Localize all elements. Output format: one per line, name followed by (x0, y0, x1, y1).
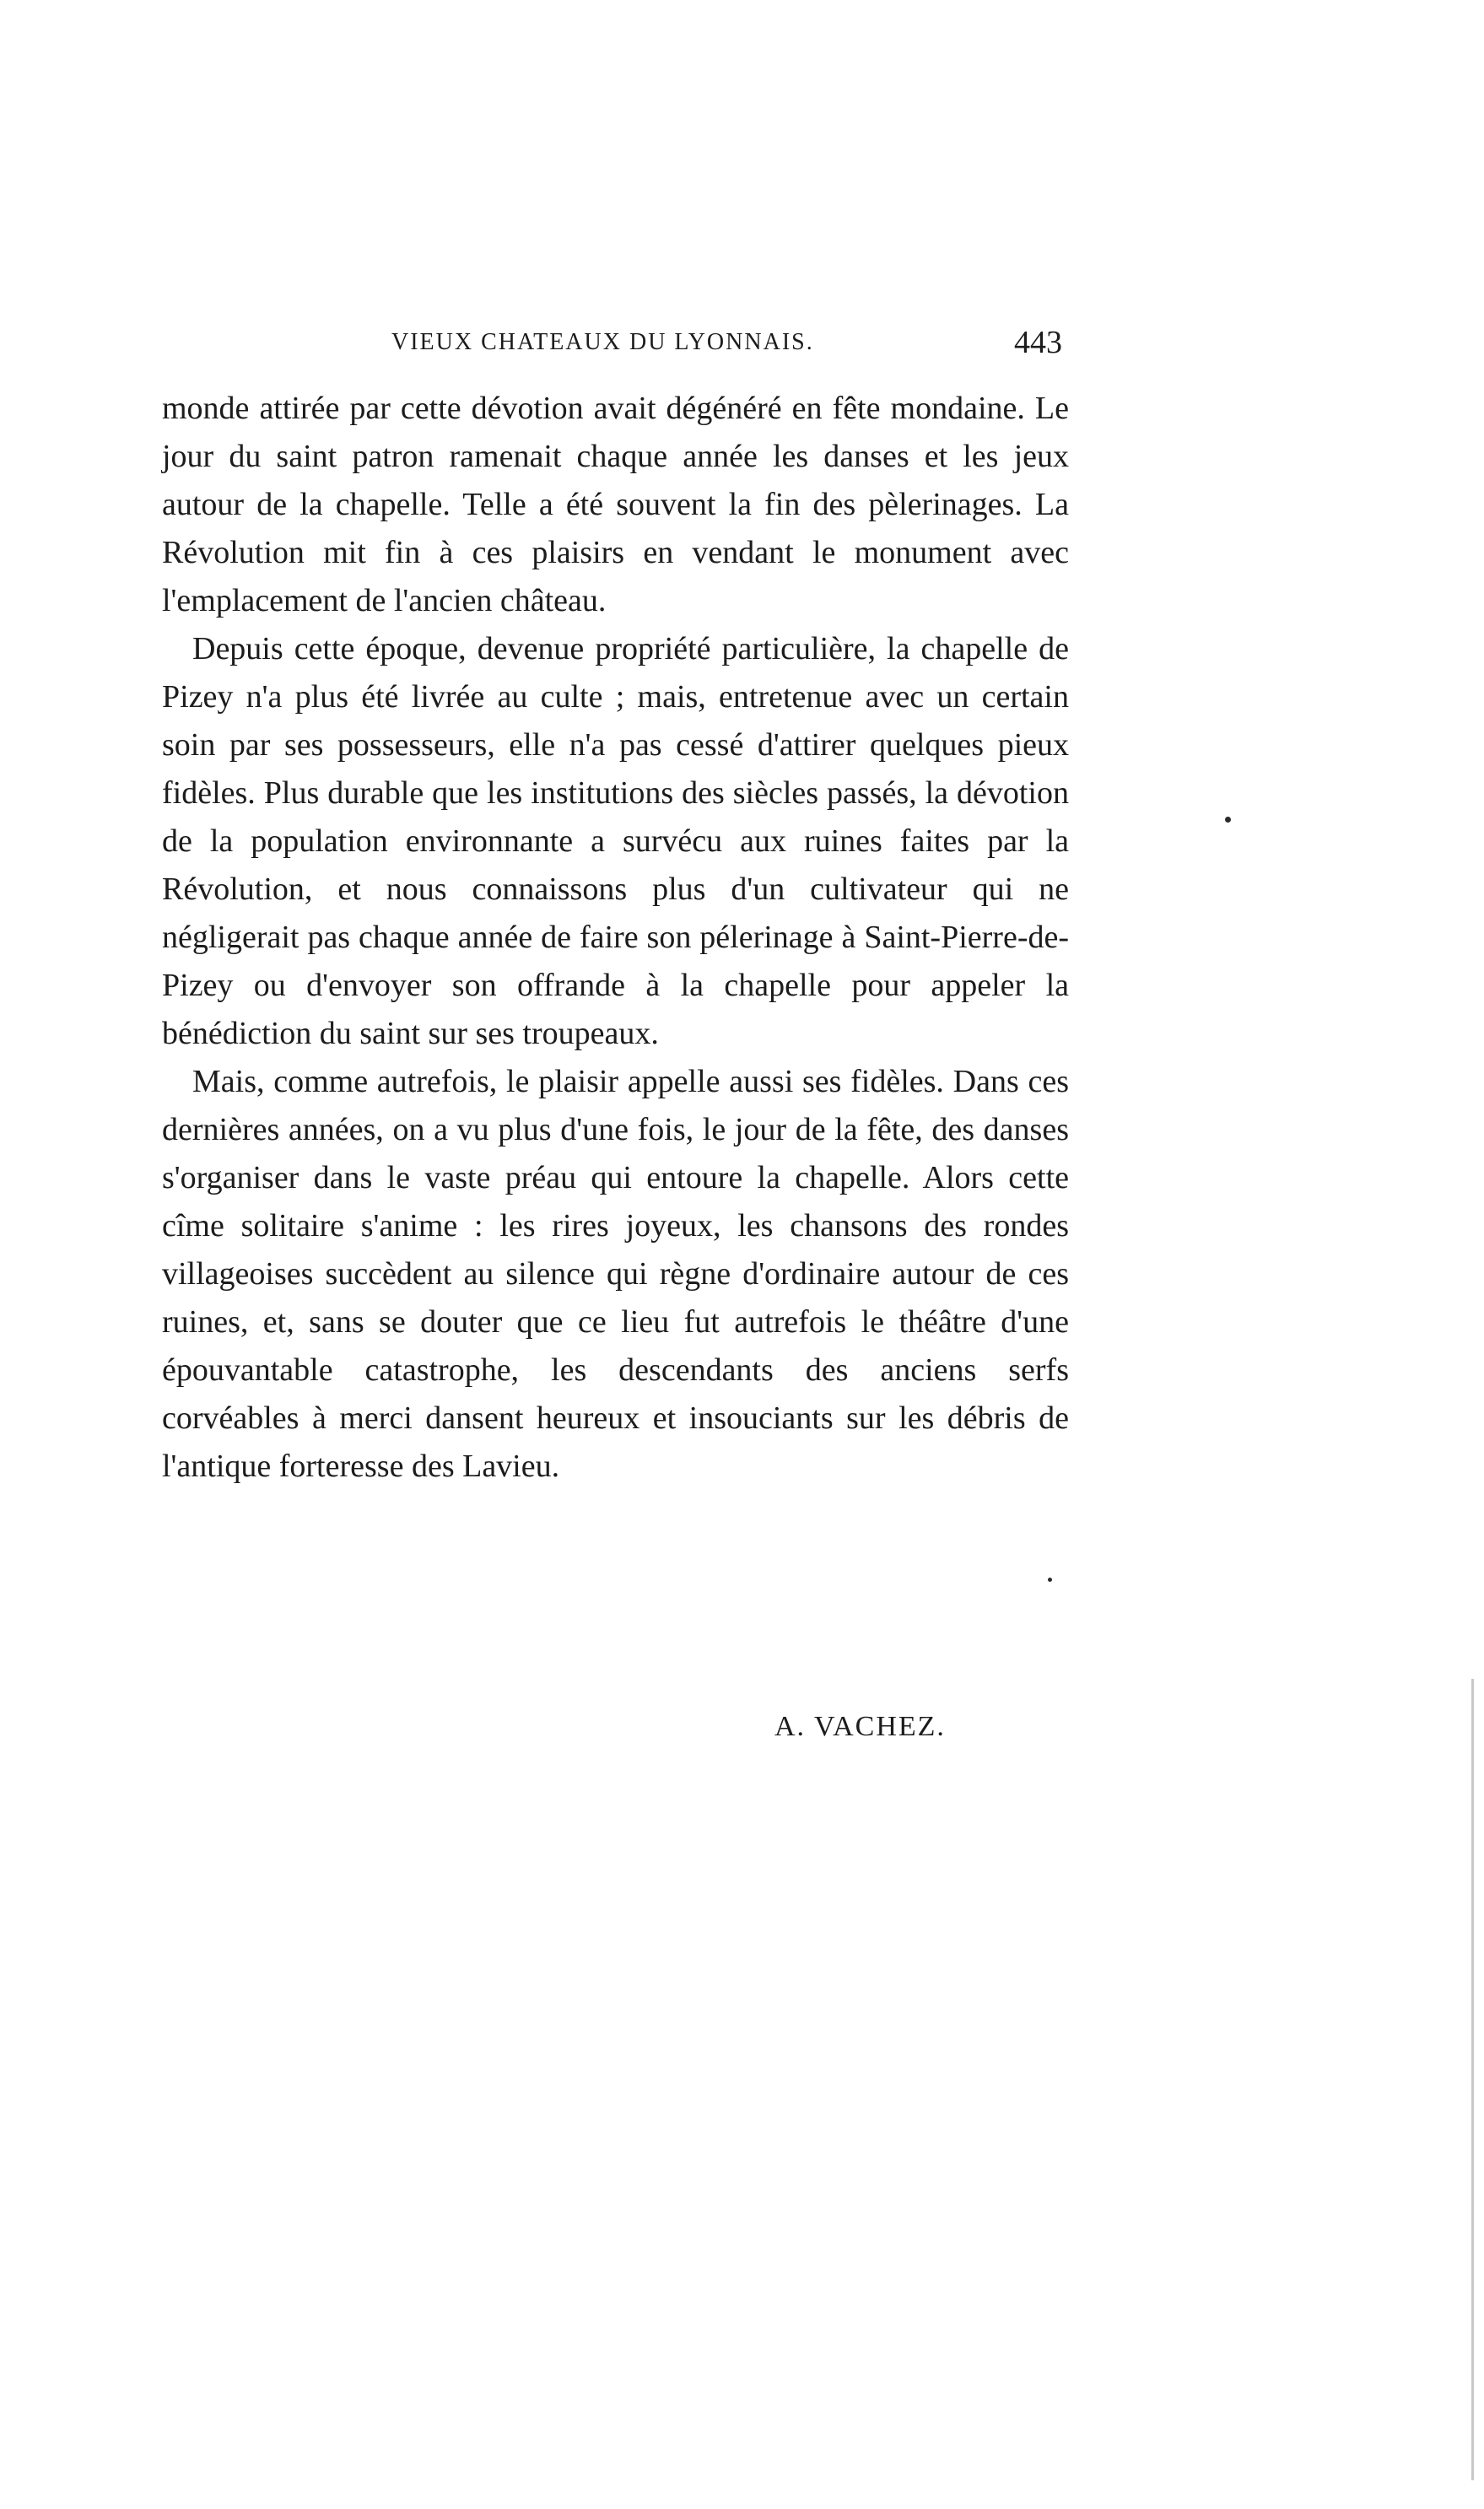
ink-speck (1048, 1578, 1052, 1582)
running-head (162, 324, 1069, 375)
paragraph-continued: monde attirée par cette dévotion avait dégénéré en fête mondaine. Le jour du saint patron ramenait chaque année les danses et les jeux autour de la chapelle. Telle a été souvent la fin des pèlerinages. La Révolution mit fin à ces plaisirs en vendant le monument avec l'emplacement de l'ancien château. (162, 391, 1069, 618)
scan-edge-line (1471, 1679, 1474, 2480)
paragraph-festivities: Mais, comme autrefois, le plaisir appelle aussi ses fidèles. Dans ces dernières années, on a vu plus d'une fois, le jour de la fête, des danses s'organiser dans le vaste préau qui entoure la chapelle. Alors cette cîme solitaire s'anime : les rires joyeux, les chansons des rondes villageoises succèdent au silence qui règne d'ordinaire autour de ces ruines, et, sans se douter que ce lieu fut autrefois le théâtre d'une épouvantable catastrophe, les descendants des anciens serfs corvéables à merci dansent heureux et insouciants sur les débris de l'antique forteresse des Lavieu. (162, 1064, 1069, 1484)
body-text (162, 385, 1069, 1491)
paragraph-chapel-history: Depuis cette époque, devenue propriété particulière, la chapelle de Pizey n'a plus été livrée au culte ; mais, entretenue avec un certain soin par ses possesseurs, elle n'a pas cessé d'attirer quelques pieux fidèles. Plus durable que les institutions des siècles passés, la dévotion de la population environnante a survécu aux ruines faites par la Révolution, et nous connaissons plus d'un cultivateur qui ne négligerait pas chaque année de faire son pélerinage à Saint-Pierre-de-Pizey ou d'envoyer son offrande à la chapelle pour appeler la bénédiction du saint sur ses troupeaux. (162, 631, 1069, 1051)
page-number: 443 (1014, 325, 1062, 360)
running-title: VIEUX CHATEAUX DU LYONNAIS. (391, 329, 814, 355)
author-signature: A. VACHEZ. (774, 1711, 946, 1742)
ink-speck (1225, 817, 1231, 823)
